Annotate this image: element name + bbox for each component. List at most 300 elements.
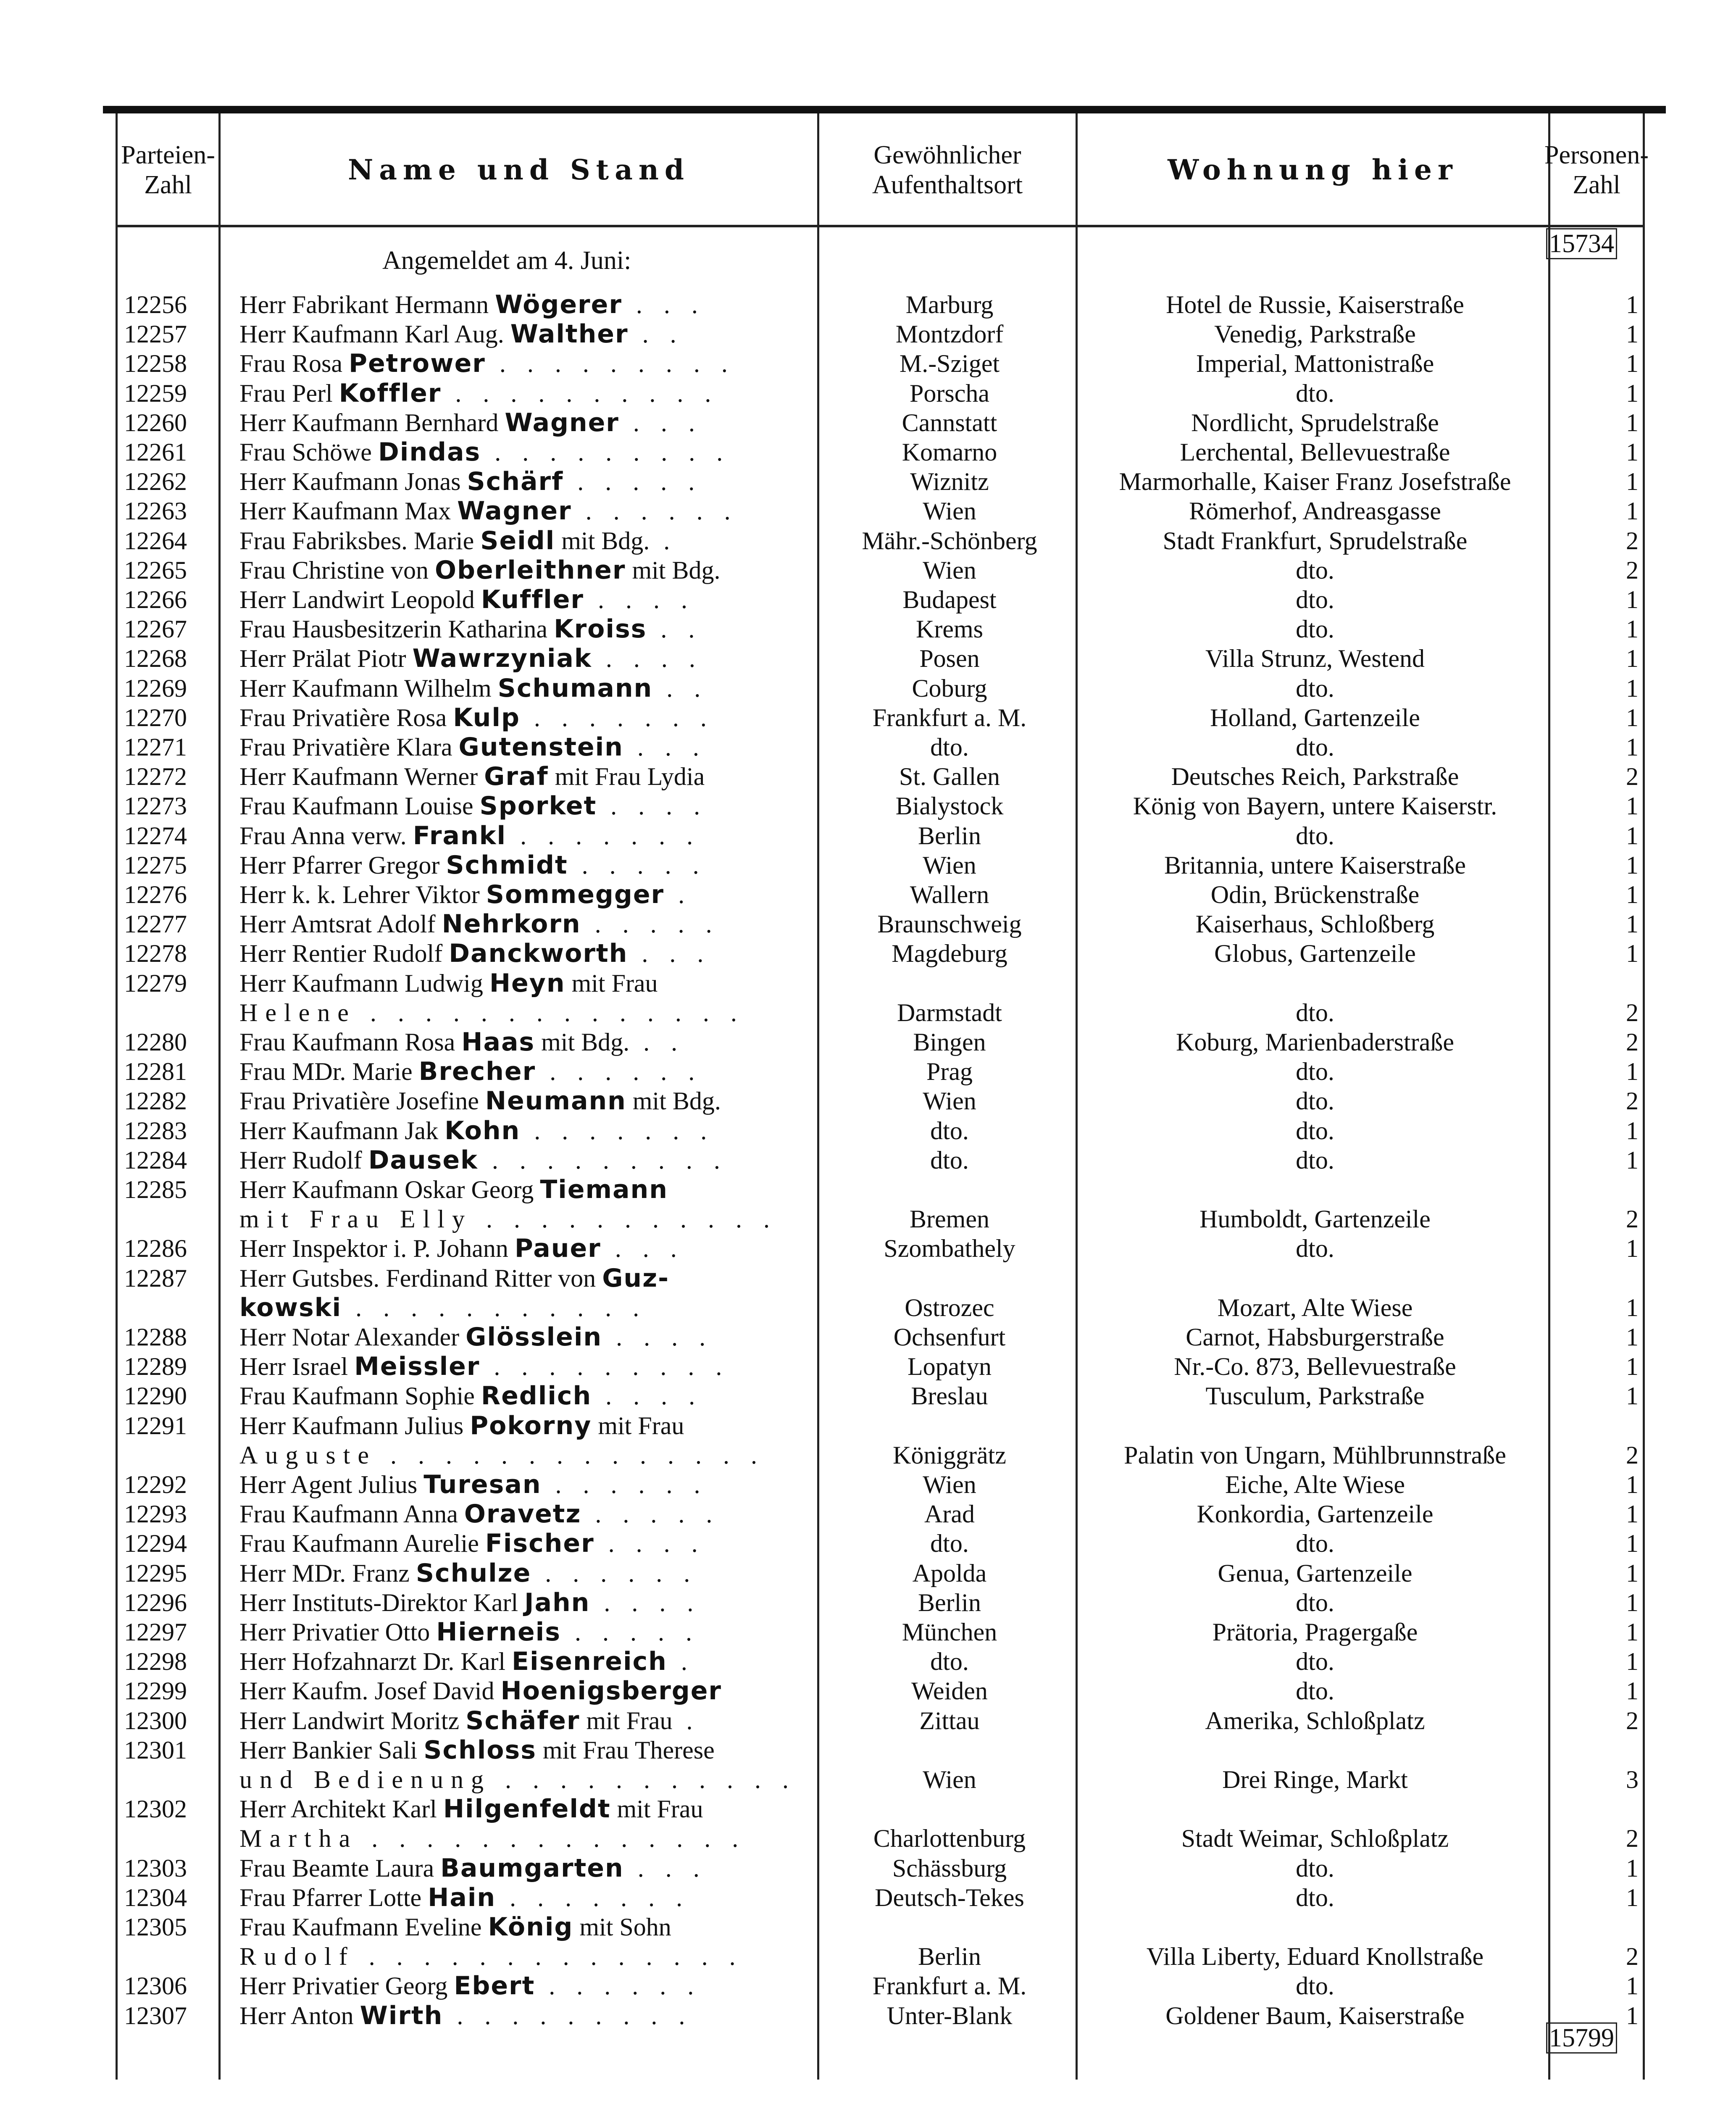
person-count: 1 (1626, 497, 1639, 525)
name-continuation (239, 1942, 802, 1971)
party-number: 12304 (124, 1884, 187, 1911)
local-address: dto. (1296, 822, 1334, 850)
local-address: dto. (1296, 1589, 1334, 1617)
leader-dots: . . . . . . . (520, 704, 714, 732)
name-and-status (239, 1027, 802, 1057)
name-prefix: Herr Landwirt Leopold (239, 586, 481, 613)
party-number: 12289 (124, 1353, 187, 1380)
person-count: 1 (1626, 1382, 1639, 1410)
person-count: 1 (1626, 910, 1639, 938)
person-count: 1 (1626, 1677, 1639, 1705)
local-address: Konkordia, Gartenzeile (1197, 1500, 1434, 1528)
party-number: 12264 (124, 527, 187, 555)
name-prefix: Herr Hofzahnarzt Dr. Karl (239, 1648, 512, 1675)
leader-dots: . . . . (592, 1382, 703, 1410)
name-prefix: Herr Kaufmann Wilhelm (239, 674, 498, 702)
name-prefix: Frau MDr. Marie (239, 1058, 419, 1085)
surname: Jahn (524, 1588, 590, 1617)
local-address: Imperial, Mattonistraße (1196, 350, 1434, 377)
local-address: Stadt Frankfurt, Sprudelstraße (1163, 527, 1468, 555)
header-persons (1544, 118, 1649, 223)
usual-residence: Budapest (902, 586, 997, 613)
usual-residence: Prag (926, 1058, 973, 1085)
leader-dots: . . . . . . . (496, 1884, 690, 1911)
local-address: Odin, Brückenstraße (1210, 881, 1420, 908)
local-address: Lerchental, Bellevuestraße (1180, 438, 1450, 466)
name-prefix: Herr Kaufmann Jak (239, 1117, 445, 1145)
person-count: 2 (1626, 1707, 1639, 1735)
surname: Wirth (360, 2001, 443, 2030)
local-address: Humboldt, Gartenzeile (1199, 1205, 1431, 1233)
local-address: Holland, Gartenzeile (1210, 704, 1420, 732)
person-count: 1 (1626, 2002, 1639, 2030)
party-number: 12258 (124, 350, 187, 377)
header-name (221, 118, 817, 223)
name-continuation-text: Auguste . . . . . . . . . . . . . . (239, 1441, 765, 1469)
person-count: 1 (1626, 1117, 1639, 1145)
usual-residence: Breslau (911, 1382, 988, 1410)
name-and-status (239, 644, 802, 673)
usual-residence: Wien (923, 1087, 976, 1115)
name-and-status (239, 1381, 802, 1411)
party-number: 12296 (124, 1589, 187, 1617)
name-prefix: Herr Kaufmann Jonas (239, 468, 467, 495)
name-suffix: mit Sohn (573, 1913, 671, 1941)
party-number: 12287 (124, 1264, 187, 1292)
usual-residence: dto. (930, 1146, 969, 1174)
local-address: dto. (1296, 379, 1334, 407)
name-and-status (239, 1588, 802, 1617)
name-and-status (239, 1794, 802, 1824)
name-continuation (239, 1824, 802, 1853)
person-count: 2 (1626, 1087, 1639, 1115)
usual-residence: Ochsenfurt (893, 1323, 1006, 1351)
person-count: 1 (1626, 468, 1639, 495)
header-residence-label: Gewöhnlicher Aufenthaltsort (872, 140, 1023, 199)
surname: Hilgenfeldt (443, 1794, 611, 1824)
surname: Schumann (497, 674, 653, 703)
name-suffix: mit Frau Therese (536, 1736, 715, 1764)
local-address: dto. (1296, 1146, 1334, 1174)
name-continuation-text: mit Frau Elly . . . . . . . . . . . (239, 1205, 777, 1233)
header-address-label: Wohnung hier (1168, 153, 1458, 187)
leader-dots: . . . . . . . . . (478, 1146, 728, 1174)
local-address: Prätoria, Pragergaße (1212, 1618, 1418, 1646)
name-and-status (239, 1057, 802, 1086)
name-and-status (239, 467, 802, 496)
name-and-status (239, 821, 802, 850)
header-name-label: Name und Stand (347, 153, 690, 187)
surname: Neumann (485, 1086, 626, 1116)
usual-residence: Cannstatt (902, 409, 997, 437)
usual-residence: Marburg (905, 291, 994, 319)
leader-dots: . . . (628, 940, 711, 967)
name-prefix: Frau Fabriksbes. Marie (239, 527, 481, 555)
name-suffix: mit Frau (610, 1795, 703, 1823)
name-prefix: Herr Rudolf (239, 1146, 368, 1174)
person-count: 1 (1626, 645, 1639, 672)
surname: Meissler (354, 1352, 480, 1381)
leader-dots: . . . . . (581, 1500, 720, 1528)
surname: Pokorny (470, 1411, 592, 1440)
party-number: 12281 (124, 1058, 187, 1085)
name-and-status (239, 1971, 802, 2001)
local-address: Villa Liberty, Eduard Knollstraße (1146, 1943, 1484, 1970)
person-count: 1 (1626, 1294, 1639, 1322)
usual-residence: Darmstadt (897, 999, 1002, 1027)
leader-dots: . . . . . . (571, 497, 738, 525)
usual-residence: Arad (924, 1500, 975, 1528)
name-and-status (239, 1735, 802, 1765)
name-prefix: Frau Pfarrer Lotte (239, 1884, 428, 1911)
usual-residence: Komarno (902, 438, 997, 466)
name-prefix: Herr Notar Alexander (239, 1323, 466, 1351)
name-continuation-text: Helene . . . . . . . . . . . . . . (239, 999, 744, 1027)
leader-dots: . . . . . . (536, 1058, 702, 1085)
header-number (118, 118, 218, 223)
person-count: 1 (1626, 1235, 1639, 1262)
name-prefix: Frau Kaufmann Sophie (239, 1382, 481, 1410)
party-number: 12267 (124, 615, 187, 643)
person-count: 1 (1626, 291, 1639, 319)
leader-dots: . . . . (584, 586, 695, 613)
name-prefix: Frau Schöwe (239, 438, 378, 466)
name-prefix: Frau Privatière Klara (239, 733, 459, 761)
name-and-status (239, 1676, 802, 1706)
usual-residence: dto. (930, 733, 969, 761)
name-and-status (239, 732, 802, 762)
surname: Kohn (445, 1116, 521, 1145)
person-count: 2 (1626, 1943, 1639, 1970)
party-number: 12306 (124, 1972, 187, 2000)
local-address: dto. (1296, 1235, 1334, 1262)
party-number: 12294 (124, 1530, 187, 1557)
leader-dots: . . . . (590, 1589, 701, 1617)
usual-residence: Deutsch-Tekes (875, 1884, 1024, 1911)
name-prefix: Frau Anna verw. (239, 822, 413, 850)
party-number: 12303 (124, 1854, 187, 1882)
name-prefix: Herr Kaufmann Oskar Georg (239, 1176, 540, 1203)
name-suffix: mit Bdg. (555, 527, 650, 555)
surname: König (488, 1912, 573, 1942)
surname: Baumgarten (440, 1854, 624, 1883)
leader-dots: . . . . . . . (506, 822, 701, 850)
local-address: Venedig, Parkstraße (1214, 320, 1416, 348)
person-count: 1 (1626, 1854, 1639, 1882)
name-and-status (239, 408, 802, 437)
surname: Wagner (505, 408, 619, 437)
usual-residence: Charlottenburg (873, 1825, 1026, 1852)
surname: Oberleithner (434, 556, 626, 585)
party-number: 12279 (124, 969, 187, 997)
person-count: 1 (1626, 350, 1639, 377)
person-count: 1 (1626, 586, 1639, 613)
usual-residence: Montzdorf (895, 320, 1004, 348)
surname: Graf (484, 762, 549, 791)
usual-residence: Bialystock (895, 792, 1004, 820)
usual-residence: Berlin (918, 1589, 981, 1617)
person-count: 1 (1626, 940, 1639, 967)
name-and-status (239, 909, 802, 939)
person-count: 1 (1626, 1559, 1639, 1587)
surname: Schäfer (466, 1706, 580, 1735)
person-count: 3 (1626, 1766, 1639, 1793)
leader-dots: . (664, 881, 692, 908)
party-number: 12288 (124, 1323, 187, 1351)
surname: Kuffler (481, 585, 584, 614)
surname: Hierneis (436, 1617, 561, 1647)
party-number: 12259 (124, 379, 187, 407)
surname: Eisenreich (512, 1647, 667, 1676)
party-number: 12263 (124, 497, 187, 525)
person-count: 1 (1626, 1648, 1639, 1675)
leader-dots: . . . . . (581, 910, 720, 938)
leader-dots: . . (652, 674, 708, 702)
surname: Oravetz (464, 1499, 581, 1529)
name-prefix: Herr Kaufm. Josef David (239, 1677, 501, 1705)
name-and-status (239, 674, 802, 703)
header-persons-label: Personen- Zahl (1544, 140, 1649, 199)
name-and-status (239, 1559, 802, 1588)
local-address: dto. (1296, 1972, 1334, 2000)
party-number: 12305 (124, 1913, 187, 1941)
party-number: 12301 (124, 1736, 187, 1764)
usual-residence: dto. (930, 1117, 969, 1145)
surname: Wawrzyniak (412, 644, 592, 673)
person-count: 1 (1626, 615, 1639, 643)
party-number: 12282 (124, 1087, 187, 1115)
name-prefix: Herr Prälat Piotr (239, 645, 413, 672)
name-prefix: Herr Rentier Rudolf (239, 940, 449, 967)
name-and-status (239, 349, 802, 378)
name-and-status (239, 1854, 802, 1883)
name-and-status (239, 1234, 802, 1263)
name-prefix: Herr Kaufmann Julius (239, 1412, 470, 1440)
local-address: Eiche, Alte Wiese (1225, 1471, 1405, 1498)
leader-dots: . . . . . . (531, 1559, 698, 1587)
usual-residence: St. Gallen (899, 763, 1000, 790)
usual-residence: Ostrozec (905, 1294, 994, 1322)
name-prefix: Herr Israel (239, 1353, 355, 1380)
leader-dots: . . . . . . . . . (485, 350, 735, 377)
name-suffix: mit Frau (592, 1412, 684, 1440)
party-number: 12268 (124, 645, 187, 672)
party-number: 12302 (124, 1795, 187, 1823)
leader-dots: . . . . (592, 645, 703, 672)
local-address: dto. (1296, 1884, 1334, 1911)
local-address: dto. (1296, 556, 1334, 584)
usual-residence: Wallern (910, 881, 989, 908)
usual-residence: Braunschweig (877, 910, 1022, 938)
name-and-status (239, 614, 802, 644)
local-address: dto. (1296, 586, 1334, 613)
name-continuation (239, 998, 802, 1027)
leader-dots: . . . . . . . . . . (441, 379, 719, 407)
name-prefix: Frau Kaufmann Anna (239, 1500, 464, 1528)
leader-dots: . . . . (597, 792, 708, 820)
usual-residence: Berlin (918, 1943, 981, 1970)
surname: Brecher (418, 1057, 536, 1086)
column-divider (1643, 113, 1645, 2080)
local-address: dto. (1296, 1117, 1334, 1145)
person-count: 1 (1626, 792, 1639, 820)
surname: Schmidt (446, 850, 568, 880)
person-count: 1 (1626, 1530, 1639, 1557)
name-and-status (239, 437, 802, 467)
name-and-status (239, 290, 802, 319)
leader-dots: . . . (601, 1235, 684, 1262)
surname: Petrower (348, 349, 486, 378)
party-number: 12286 (124, 1235, 187, 1262)
surname: Haas (461, 1027, 535, 1057)
surname: Danckworth (449, 939, 628, 968)
local-address: dto. (1296, 999, 1334, 1027)
name-and-status (239, 850, 802, 880)
leader-dots: . . . . (594, 1530, 705, 1557)
person-count: 1 (1626, 1353, 1639, 1380)
name-suffix: mit Frau Lydia (548, 763, 705, 790)
local-address: dto. (1296, 1087, 1334, 1115)
name-prefix: Herr Kaufmann Ludwig (239, 969, 489, 997)
party-number: 12283 (124, 1117, 187, 1145)
usual-residence: Apolda (912, 1559, 987, 1587)
local-address: dto. (1296, 1058, 1334, 1085)
surname-continuation: kowski (239, 1293, 342, 1322)
name-and-status (239, 969, 802, 998)
name-suffix: mit Frau (565, 969, 658, 997)
local-address: Britannia, untere Kaiserstraße (1164, 851, 1466, 879)
carry-in-total-value: 15734 (1546, 228, 1617, 259)
name-prefix: Frau Privatière Rosa (239, 704, 453, 732)
surname: Tiemann (540, 1175, 668, 1204)
person-count: 1 (1626, 1146, 1639, 1174)
party-number: 12273 (124, 792, 187, 820)
usual-residence: Porscha (910, 379, 989, 407)
party-number: 12277 (124, 910, 187, 938)
local-address: Genua, Gartenzeile (1218, 1559, 1412, 1587)
name-suffix: mit Bdg. (626, 1087, 721, 1115)
usual-residence: Schässburg (892, 1854, 1007, 1882)
party-number: 12300 (124, 1707, 187, 1735)
leader-dots: . . . . . . . . . (443, 2002, 693, 2030)
name-continuation (239, 1765, 802, 1794)
leader-dots: . (672, 1707, 700, 1735)
person-count: 1 (1626, 674, 1639, 702)
local-address: Villa Strunz, Westend (1205, 645, 1425, 672)
leader-dots: . . . . . . . . . (481, 438, 731, 466)
usual-residence: Zittau (919, 1707, 980, 1735)
name-prefix: Frau Kaufmann Rosa (239, 1028, 462, 1056)
usual-residence: Posen (919, 645, 980, 672)
name-prefix: Frau Hausbesitzerin Katharina (239, 615, 554, 643)
party-number: 12261 (124, 438, 187, 466)
leader-dots: . . (629, 1028, 685, 1056)
local-address: Carnot, Habsburgerstraße (1186, 1323, 1444, 1351)
date-subheading: Angemeldet am 4. Juni: (382, 246, 631, 275)
name-prefix: Frau Rosa (239, 350, 349, 377)
person-count: 1 (1626, 379, 1639, 407)
usual-residence: Berlin (918, 822, 981, 850)
surname: Gutenstein (458, 732, 623, 762)
surname: Hoenigsberger (500, 1676, 722, 1706)
local-address: Drei Ringe, Markt (1222, 1766, 1408, 1793)
person-count: 1 (1626, 320, 1639, 348)
surname: Sporket (479, 791, 597, 821)
leader-dots: . . . . . . (541, 1471, 708, 1498)
local-address: dto. (1296, 615, 1334, 643)
usual-residence: Wien (923, 497, 976, 525)
surname: Koffler (339, 379, 442, 408)
surname: Kulp (453, 703, 520, 732)
name-prefix: Herr Agent Julius (239, 1471, 424, 1498)
leader-dots: . . . . . . . (520, 1117, 715, 1145)
local-address: Globus, Gartenzeile (1214, 940, 1416, 967)
name-continuation-text: Rudolf . . . . . . . . . . . . . . (239, 1943, 743, 1970)
leader-dots: . . . . . (563, 468, 702, 495)
surname: Dindas (378, 437, 481, 467)
party-number: 12280 (124, 1028, 187, 1056)
leader-dots: . . (647, 615, 702, 643)
person-count: 2 (1626, 763, 1639, 790)
name-and-status (239, 1411, 802, 1440)
person-count: 2 (1626, 556, 1639, 584)
usual-residence: Wien (923, 1471, 976, 1498)
party-number: 12260 (124, 409, 187, 437)
name-and-status (239, 1499, 802, 1529)
usual-residence: dto. (930, 1648, 969, 1675)
name-prefix: Herr Gutsbes. Ferdinand Ritter von (239, 1264, 602, 1292)
name-prefix: Frau Privatière Josefine (239, 1087, 485, 1115)
party-number: 12270 (124, 704, 187, 732)
person-count: 2 (1626, 1205, 1639, 1233)
local-address: Mozart, Alte Wiese (1217, 1294, 1413, 1322)
column-divider (116, 113, 118, 2080)
local-address: Stadt Weimar, Schloßplatz (1181, 1825, 1449, 1852)
name-and-status (239, 1529, 802, 1558)
leader-dots: . . (628, 320, 684, 348)
usual-residence: Weiden (911, 1677, 988, 1705)
name-and-status (239, 880, 802, 909)
name-prefix: Herr Architekt Karl (239, 1795, 443, 1823)
person-count: 1 (1626, 1884, 1639, 1911)
person-count: 1 (1626, 1500, 1639, 1528)
name-and-status (239, 1352, 802, 1381)
party-number: 12272 (124, 763, 187, 790)
leader-dots: . . . (623, 1854, 707, 1882)
leader-dots: . . . . . (560, 1618, 700, 1646)
name-prefix: Herr Kaufmann Max (239, 497, 458, 525)
name-suffix: mit Frau (580, 1707, 673, 1735)
name-prefix: Herr Landwirt Moritz (239, 1707, 466, 1735)
usual-residence: Coburg (912, 674, 987, 702)
usual-residence: Wiznitz (910, 468, 989, 495)
name-and-status (239, 1322, 802, 1352)
local-address: dto. (1296, 1530, 1334, 1557)
carry-in-total (1546, 229, 1647, 259)
surname: Nehrkorn (442, 909, 581, 939)
name-and-status (239, 762, 802, 791)
local-address: Römerhof, Andreasgasse (1189, 497, 1441, 525)
name-and-status (239, 703, 802, 732)
usual-residence: Bremen (910, 1205, 989, 1233)
local-address: dto. (1296, 733, 1334, 761)
party-number: 12295 (124, 1559, 187, 1587)
name-and-status (239, 319, 802, 349)
name-continuation (239, 1293, 802, 1322)
person-count: 1 (1626, 881, 1639, 908)
name-continuation (239, 1440, 802, 1470)
party-number: 12284 (124, 1146, 187, 1174)
